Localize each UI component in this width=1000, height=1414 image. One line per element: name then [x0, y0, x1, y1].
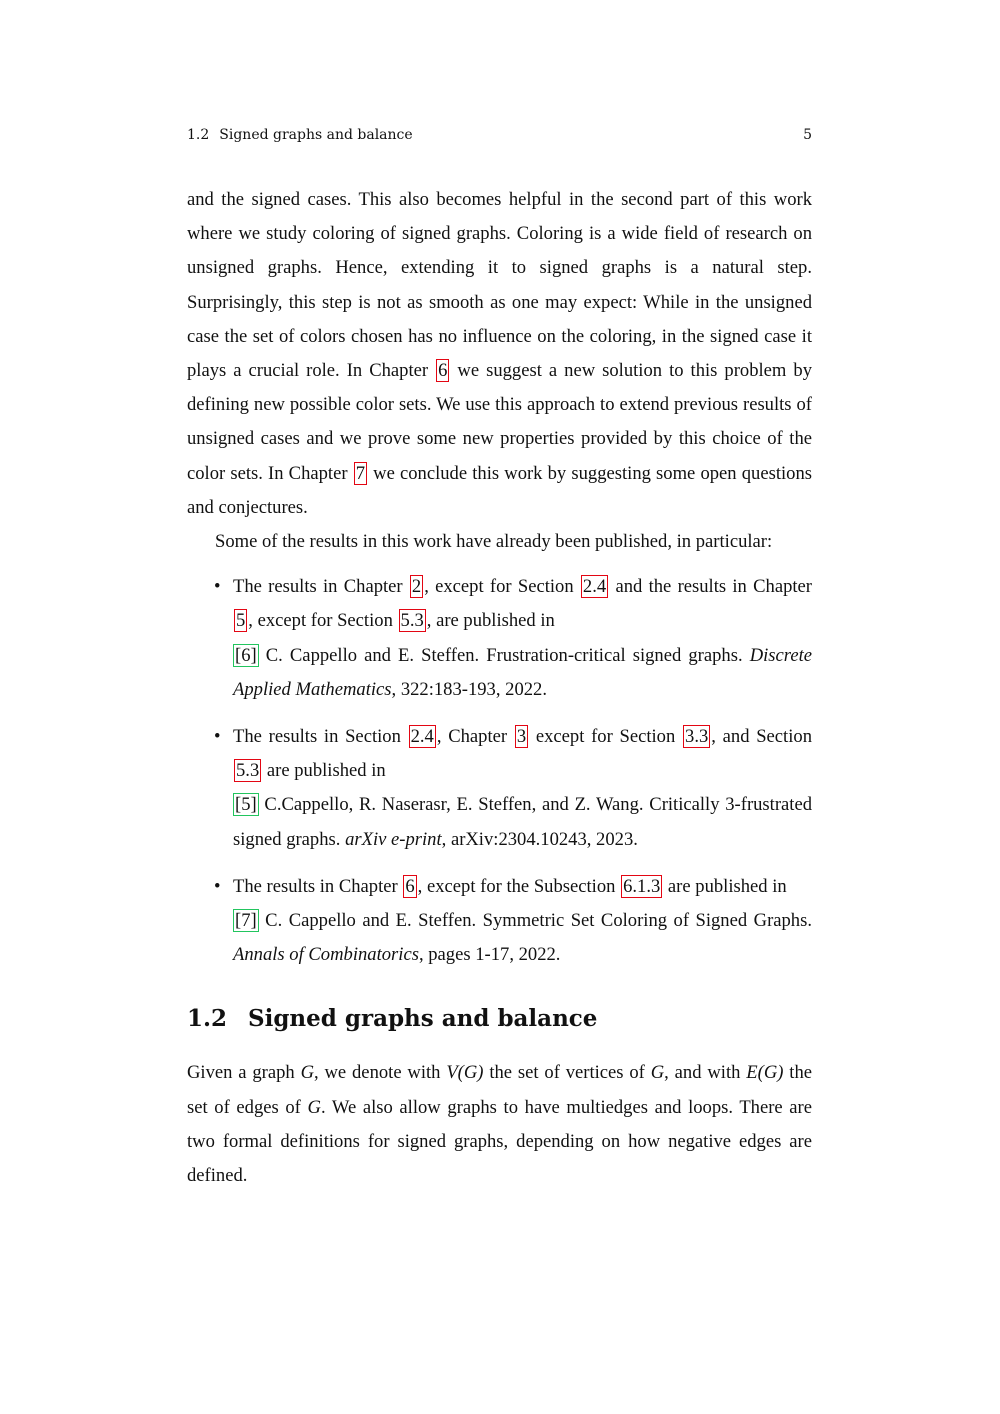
text: , and with [664, 1062, 747, 1084]
text: , Chapter [436, 726, 514, 748]
section-ref-link[interactable]: 3.3 [685, 726, 709, 748]
text: , except for Section [248, 610, 398, 632]
text: . We also allow graphs to have multiedges and loops. There are two formal definitions for signed graphs, depending on how negative edges are defined. [187, 1096, 813, 1187]
text: except for Section [529, 726, 683, 748]
citation-link[interactable]: [5] [235, 794, 257, 816]
section-ref-link[interactable]: 5.3 [236, 760, 260, 782]
text: the set of edges of [187, 1062, 812, 1118]
publications-intro: Some of the results in this work have already been published, in particular: [215, 531, 773, 553]
page-number: 5 [803, 127, 812, 143]
reference-venue: arXiv e-print [345, 828, 442, 850]
math-symbol: V(G) [446, 1062, 484, 1084]
section-number: 1.2 [187, 1005, 228, 1033]
section-heading [187, 1002, 812, 1036]
running-header [187, 125, 812, 145]
section-title: Signed graphs and balance [248, 1005, 598, 1033]
bullet-icon: • [214, 875, 221, 897]
text: Given a graph [187, 1062, 301, 1084]
reference-venue: Discrete Applied Mathematics [233, 644, 812, 700]
chapter-ref-link[interactable]: 7 [355, 462, 365, 484]
citation-link[interactable]: [7] [235, 910, 257, 932]
text: and the results in Chapter [609, 576, 812, 598]
reference-details: , 322:183-193, 2022. [391, 678, 547, 700]
math-symbol: G [307, 1096, 321, 1118]
bullet-icon: • [214, 576, 221, 598]
intro-text-part: we conclude this work by suggesting some open questions and conjectures. [187, 462, 812, 518]
text: , are published in [426, 610, 555, 632]
intro-text-part: we suggest a new solution to this problem by defining new possible color sets. We use this approach to extend previous results of unsigned cases and we prove some new properties provided by this choice of the color sets. In Chapter [187, 360, 813, 484]
running-header-section-title: Signed graphs and balance [219, 127, 413, 143]
bullet-icon: • [214, 726, 221, 748]
section-paragraph [187, 1056, 812, 1193]
reference-details: , pages 1-17, 2022. [418, 944, 561, 966]
text: The results in Chapter [233, 576, 409, 598]
math-symbol: G [650, 1062, 665, 1084]
publication-item [214, 870, 812, 973]
text: , except for the Subsection [417, 875, 621, 897]
math-symbol: G [300, 1062, 314, 1084]
reference-text: C. Cappello and E. Steffen. Frustration-critical signed graphs. [258, 644, 750, 666]
text: The results in Section [233, 726, 408, 748]
reference-text: C. Cappello and E. Steffen. Symmetric Set Coloring of Signed Graphs. [258, 910, 812, 932]
chapter-ref-link[interactable]: 3 [516, 726, 527, 748]
chapter-ref-link[interactable]: 6 [438, 360, 448, 382]
text: , and Section [711, 726, 812, 748]
reference-entry [233, 788, 812, 856]
intro-text-part: and the signed cases. This also becomes helpful in the second part of this work where we study coloring of signed graphs. Coloring is a wide field of research on unsigned graphs. Hence, extending it to signed graphs is a natural step. Surprisingly, this step is not as smooth as one may expect: While in the unsigned case the set of colors chosen has no influence on the coloring, in the signed case it plays a crucial role. In Chapter [187, 189, 812, 382]
text: are published in [262, 760, 386, 782]
text: are published in [663, 875, 787, 897]
reference-entry [233, 639, 812, 707]
intro-paragraph [187, 183, 812, 525]
reference-details: , arXiv:2304.10243, 2023. [441, 828, 638, 850]
reference-entry [233, 904, 812, 972]
reference-venue: Annals of Combinatorics [233, 944, 419, 966]
citation-link[interactable]: [6] [235, 644, 257, 666]
chapter-ref-link[interactable]: 6 [405, 875, 415, 897]
section-ref-link[interactable]: 5.3 [400, 610, 424, 632]
publication-list [187, 570, 812, 972]
running-header-left [187, 125, 413, 145]
chapter-ref-link[interactable]: 5 [236, 610, 246, 632]
reference-text: C.Cappello, R. Naserasr, E. Steffen, and Z. Wang. Critically 3-frustrated signed graphs. [233, 794, 812, 850]
subsection-ref-link[interactable]: 6.1.3 [623, 875, 661, 897]
body-text [187, 183, 812, 1193]
text: , except for Section [424, 576, 580, 598]
publication-item [214, 720, 812, 857]
chapter-ref-link[interactable]: 2 [411, 576, 422, 598]
section-ref-link[interactable]: 2.4 [410, 726, 434, 748]
text: the set of vertices of [483, 1062, 651, 1084]
section-ref-link[interactable]: 2.4 [582, 576, 607, 598]
text: The results in Chapter [233, 875, 403, 897]
publication-item [214, 570, 812, 707]
math-symbol: E(G) [746, 1062, 784, 1084]
text: , we denote with [314, 1062, 447, 1084]
running-header-section-number: 1.2 [187, 127, 210, 143]
